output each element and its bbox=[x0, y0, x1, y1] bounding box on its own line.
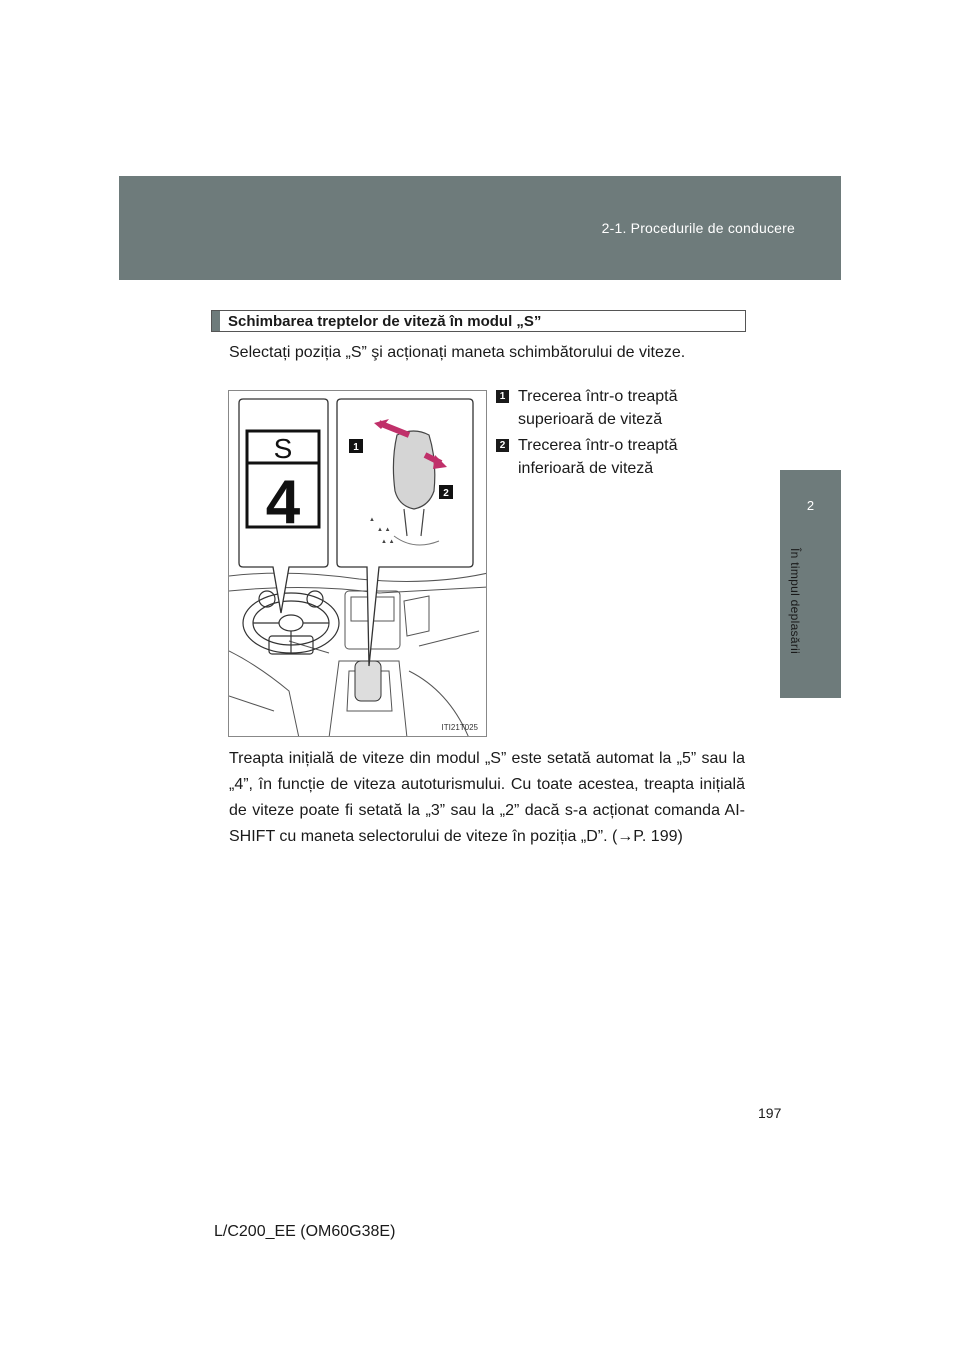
svg-text:2: 2 bbox=[443, 488, 449, 499]
body-paragraph: Treapta inițială de viteze din modul „S” este setată automat la „5” sau la „4”, în funcție de viteza autoturismului. Cu toate acestea, treapta inițială de viteze poate fi setată la „3” sau la „2” dacă s-a acționat comanda AI-SHIFT cu maneta selectorului de viteze în poziția „D”. (→P. 199) bbox=[229, 750, 745, 845]
intro-text: Selectați poziția „S” şi acționați maneta schimbătorului de viteze. bbox=[229, 344, 686, 361]
chapter-number: 2 bbox=[806, 498, 815, 513]
section-heading bbox=[211, 310, 746, 332]
chapter-label: În timpul deplasării bbox=[788, 548, 802, 655]
svg-text:1: 1 bbox=[353, 442, 359, 453]
page-number: 197 bbox=[758, 1105, 782, 1121]
callout-number: 2 bbox=[496, 439, 509, 452]
svg-text:▲: ▲ bbox=[369, 517, 375, 523]
callout-item bbox=[496, 385, 746, 431]
svg-text:S: S bbox=[273, 433, 293, 464]
svg-text:▲ ▲: ▲ ▲ bbox=[381, 539, 395, 545]
gear-shift-illustration bbox=[228, 390, 487, 737]
heading-accent-bar bbox=[212, 311, 220, 331]
dashboard-drawing bbox=[229, 391, 487, 737]
header-section-title: 2-1. Procedurile de conducere bbox=[601, 220, 795, 236]
callout-number: 1 bbox=[496, 390, 509, 403]
marker-1-icon bbox=[349, 439, 363, 453]
figure-code: ITI21T025 bbox=[441, 723, 478, 732]
header-band bbox=[119, 176, 841, 280]
svg-text:4: 4 bbox=[265, 468, 301, 537]
marker-2-icon bbox=[439, 485, 453, 499]
callout-list bbox=[496, 385, 746, 483]
callout-item bbox=[496, 434, 746, 480]
callout-text: Trecerea într-o treaptă inferioară de viteză bbox=[518, 437, 678, 477]
footer-code: L/C200_EE (OM60G38E) bbox=[214, 1223, 396, 1240]
svg-text:▲ ▲: ▲ ▲ bbox=[377, 527, 391, 533]
section-heading-text: Schimbarea treptelor de viteză în modul „S” bbox=[228, 313, 542, 330]
callout-text: Trecerea într-o treaptă superioară de viteză bbox=[518, 388, 678, 428]
gear-display-icon bbox=[247, 431, 319, 537]
